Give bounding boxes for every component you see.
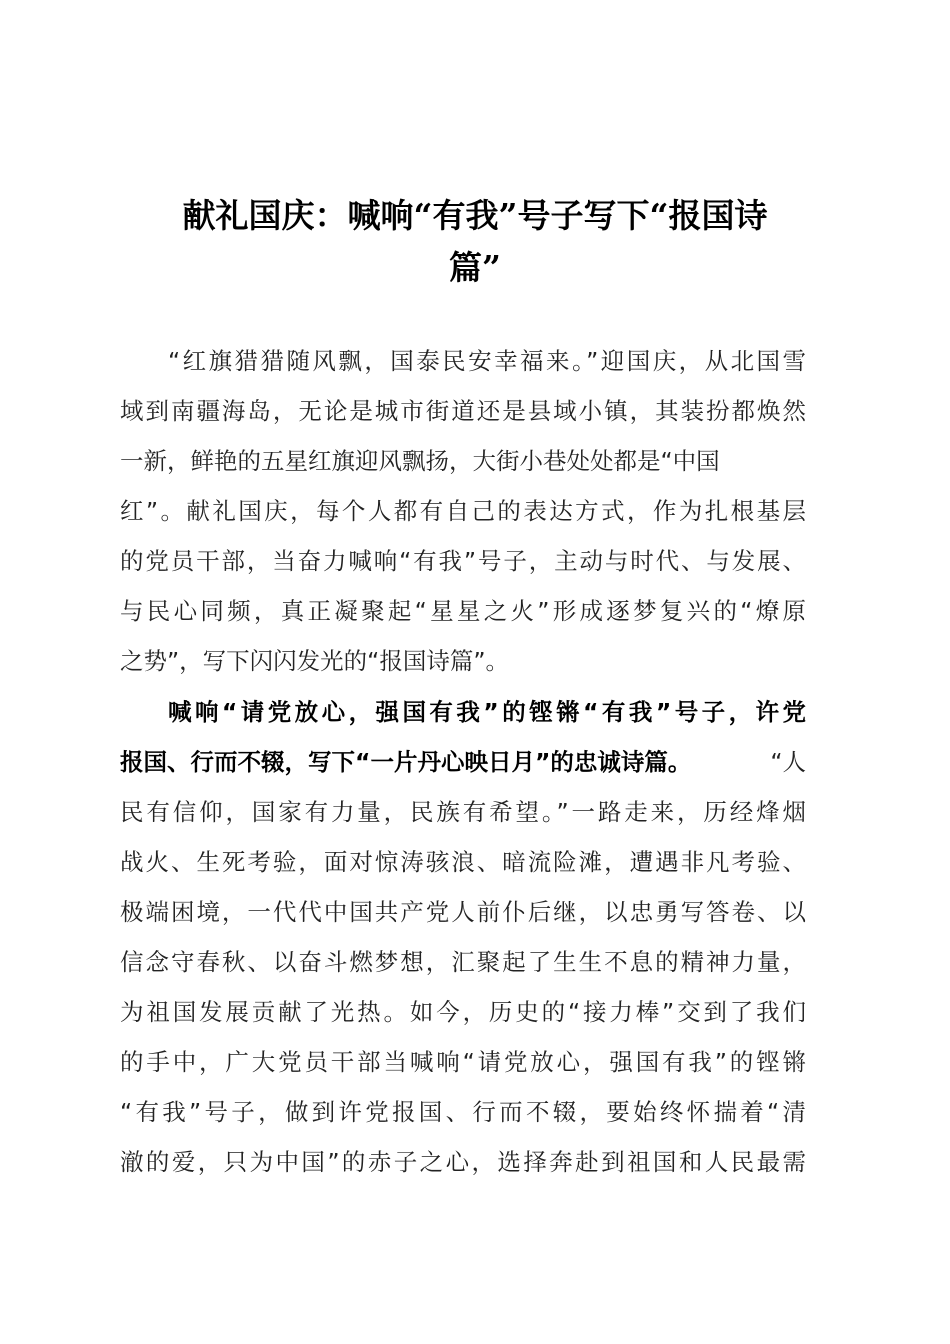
text-line: 红”。献礼国庆，每个人都有自己的表达方式，作为扎根基层 — [120, 497, 806, 525]
document-title-line-2: 篇” — [449, 248, 501, 287]
text-line: 与民心同频，真正凝聚起“星星之火”形成逐梦复兴的“燎原 — [120, 597, 806, 625]
text-line: 澈的爱，只为中国”的赤子之心，选择奔赴到祖国和人民最需 — [120, 1148, 806, 1176]
bold-heading-line: 喊响“请党放心，强国有我”的铿锵“有我”号子，许党 — [168, 698, 806, 726]
text-segment: “人 — [770, 748, 806, 776]
text-line: “红旗猎猎随风飘，国泰民安幸福来。”迎国庆，从北国雪 — [168, 347, 806, 375]
text-line: 一新，鲜艳的五星红旗迎风飘扬，大街小巷处处都是“中国 — [120, 447, 720, 475]
text-line: 极端困境，一代代中国共产党人前仆后继，以忠勇写答卷、以 — [120, 898, 806, 926]
document-title-line-1: 献礼国庆：喊响“有我”号子写下“报国诗 — [182, 196, 768, 235]
text-line: 信念守春秋、以奋斗燃梦想，汇聚起了生生不息的精神力量， — [120, 948, 806, 976]
text-line: 战火、生死考验，面对惊涛骇浪、暗流险滩，遭遇非凡考验、 — [120, 848, 806, 876]
text-line: 的手中，广大党员干部当喊响“请党放心，强国有我”的铿锵 — [120, 1048, 806, 1076]
bold-heading-line: 报国、行而不辍，写下“一片丹心映日月”的忠诚诗篇。 — [120, 748, 692, 776]
text-line — [120, 747, 806, 777]
text-line: 民有信仰，国家有力量，民族有希望。”一路走来，历经烽烟 — [120, 798, 806, 826]
text-line: 为祖国发展贡献了光热。如今，历史的“接力棒”交到了我们 — [120, 998, 806, 1026]
text-line: 之势”，写下闪闪发光的“报国诗篇”。 — [120, 647, 510, 675]
text-line: 的党员干部，当奋力喊响“有我”号子，主动与时代、与发展、 — [120, 547, 806, 575]
text-line: 域到南疆海岛，无论是城市街道还是县域小镇，其装扮都焕然 — [120, 397, 806, 425]
text-line: “有我”号子，做到许党报国、行而不辍，要始终怀揣着“清 — [120, 1098, 806, 1126]
